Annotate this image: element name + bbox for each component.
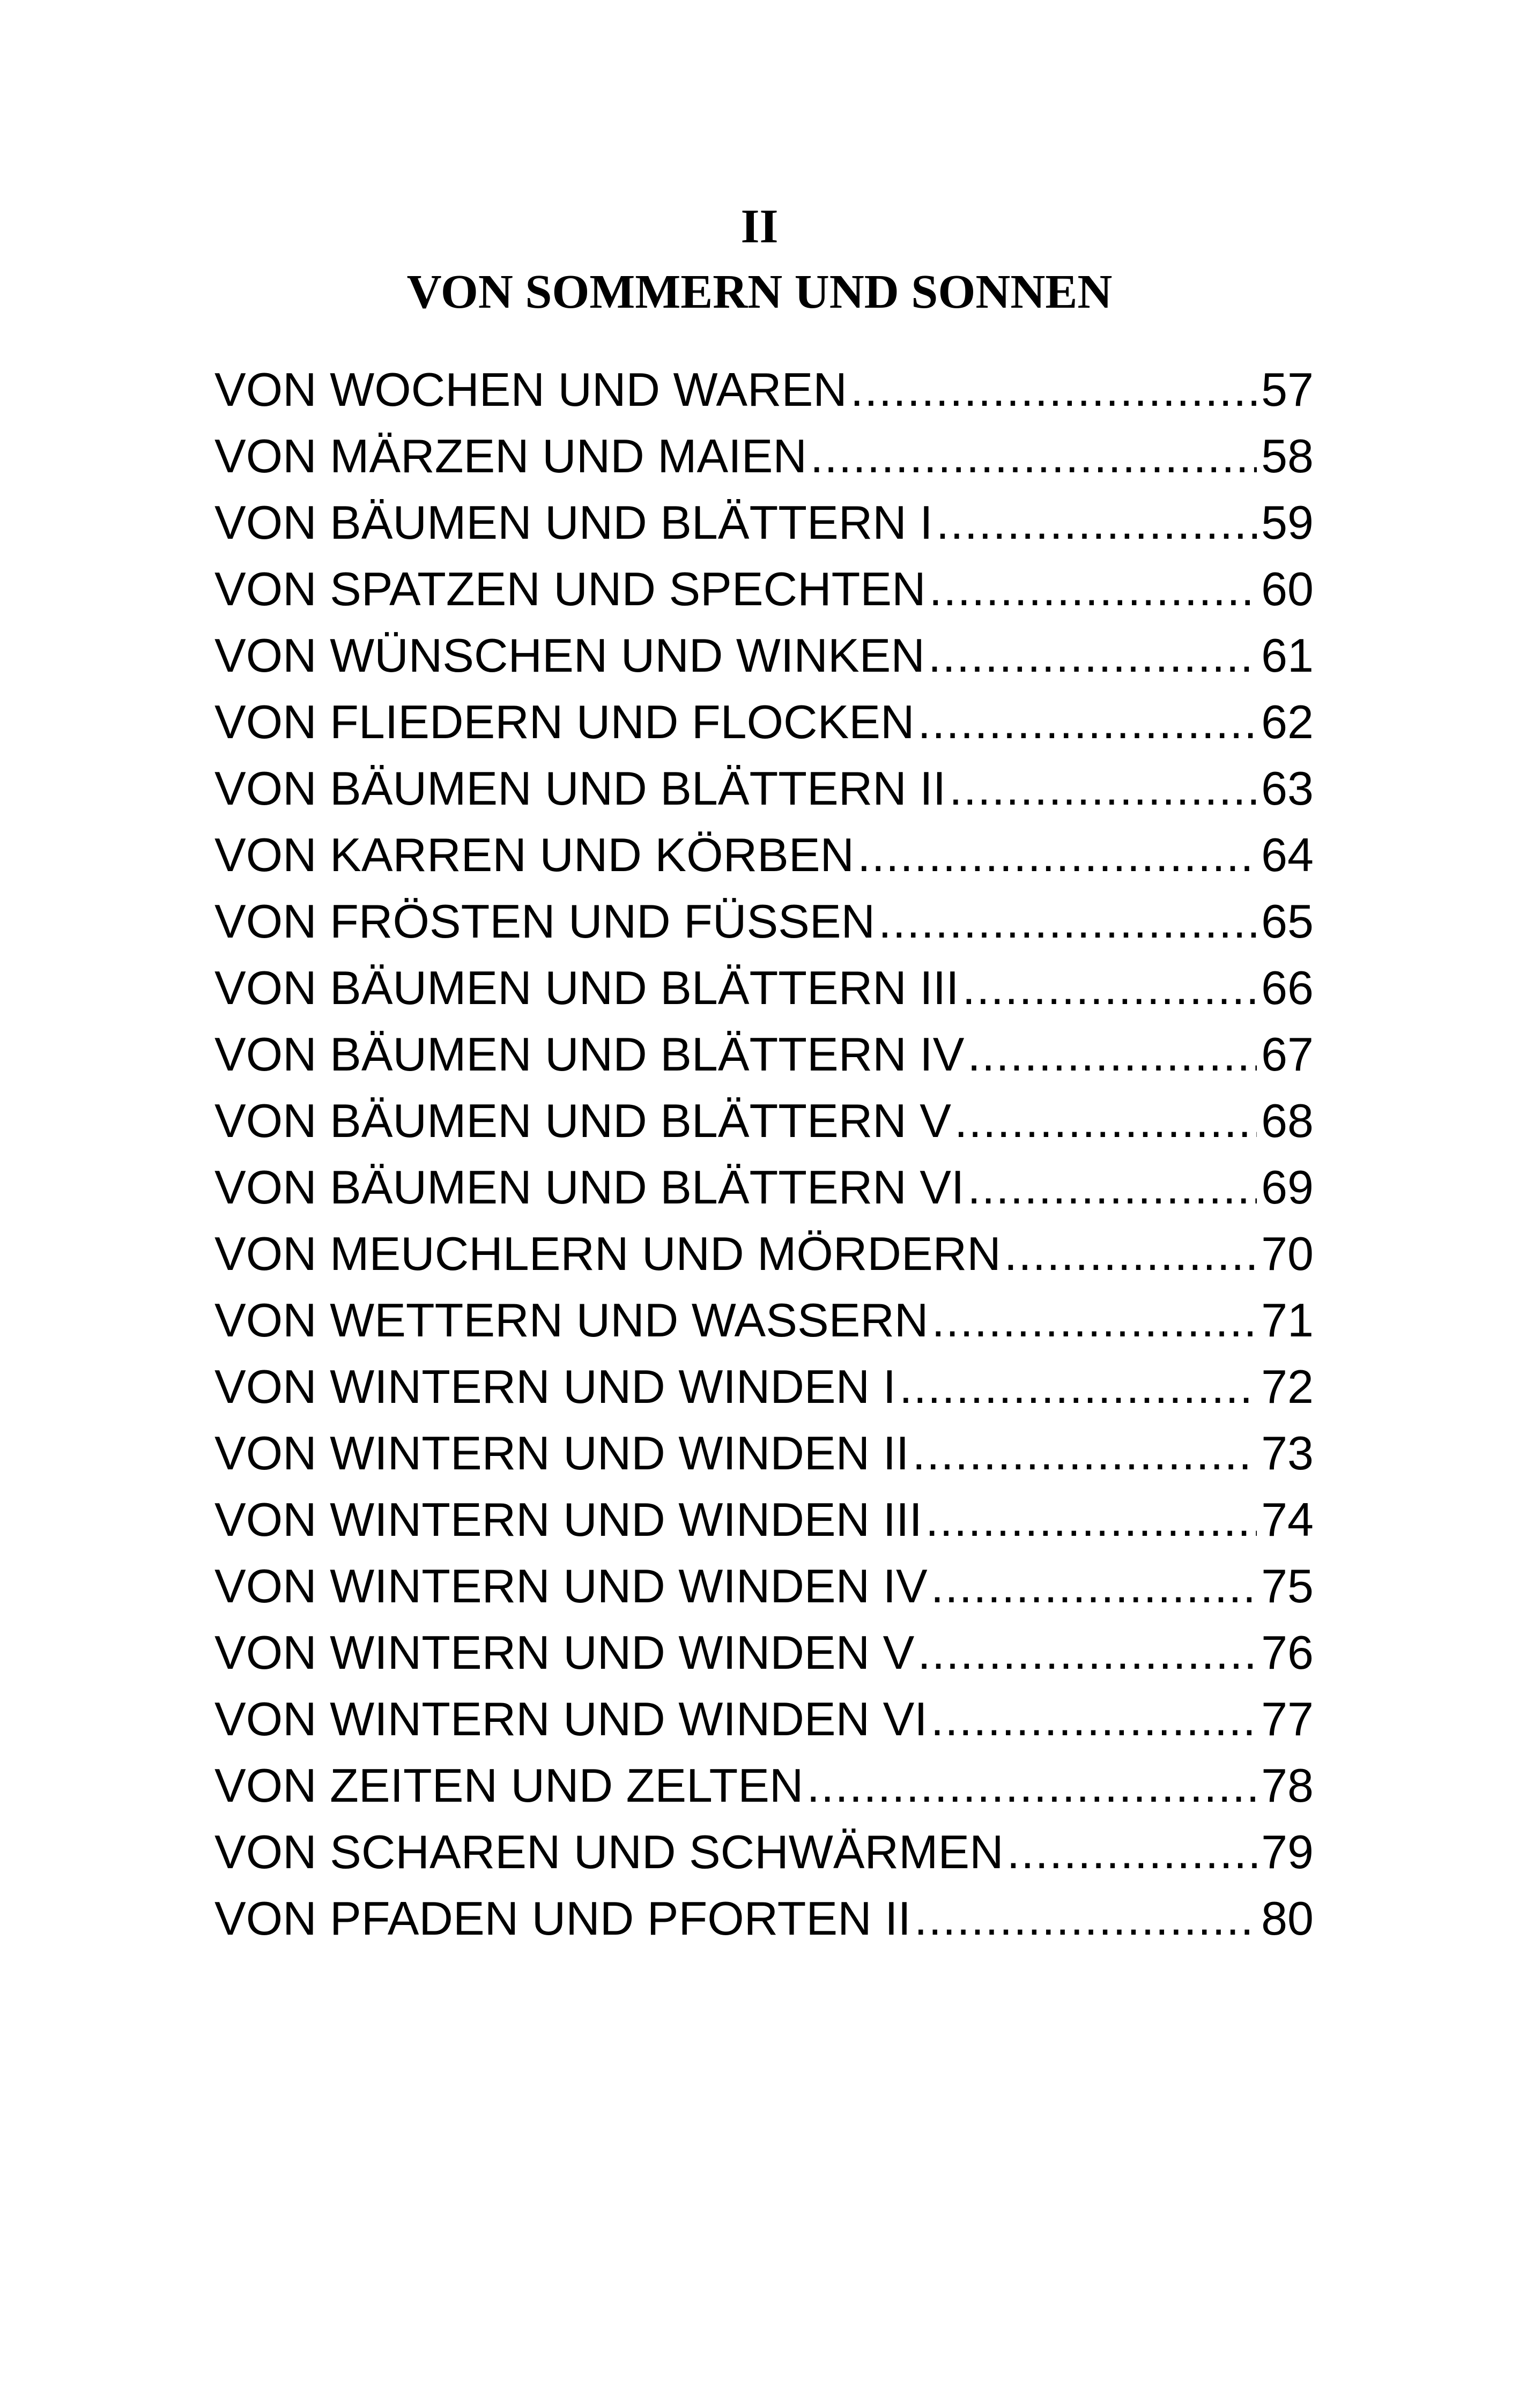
toc-entry-title: VON SCHAREN UND SCHWÄRMEN <box>214 1825 1004 1878</box>
part-title: VON SOMMERN UND SONNEN <box>406 265 1113 318</box>
dot-leader <box>931 1553 1257 1619</box>
dot-leader <box>1007 1819 1257 1885</box>
dot-leader <box>931 1287 1257 1354</box>
toc-entry-page: 63 <box>1261 762 1314 815</box>
toc-entry-page: 60 <box>1261 562 1314 615</box>
dot-leader <box>1004 1221 1257 1287</box>
toc-entry-title: VON BÄUMEN UND BLÄTTERN IV <box>214 1028 965 1081</box>
dot-leader <box>917 1619 1257 1686</box>
toc-entry-page: 67 <box>1261 1028 1314 1081</box>
toc-entry[interactable] <box>214 1885 1314 1952</box>
toc-entry-title: VON BÄUMEN UND BLÄTTERN V <box>214 1094 951 1147</box>
toc-entry-title: VON WOCHEN UND WAREN <box>214 363 847 416</box>
toc-entry-page: 68 <box>1261 1094 1314 1147</box>
dot-leader <box>967 1021 1257 1088</box>
toc-entry-title: VON WINTERN UND WINDEN V <box>214 1626 915 1679</box>
toc-entry-title: VON BÄUMEN UND BLÄTTERN III <box>214 961 959 1014</box>
table-of-contents <box>214 356 1314 1952</box>
toc-entry-title: VON WINTERN UND WINDEN II <box>214 1426 909 1480</box>
toc-entry-title: VON WINTERN UND WINDEN I <box>214 1360 896 1413</box>
dot-leader <box>918 689 1257 755</box>
toc-entry[interactable] <box>214 1819 1314 1885</box>
toc-entry-page: 73 <box>1261 1426 1314 1480</box>
toc-entry[interactable] <box>214 556 1314 622</box>
dot-leader <box>929 556 1257 622</box>
toc-entry-title: VON FLIEDERN UND FLOCKEN <box>214 695 915 748</box>
toc-entry[interactable] <box>214 622 1314 689</box>
dot-leader <box>931 1686 1257 1752</box>
toc-entry-page: 72 <box>1261 1360 1314 1413</box>
toc-entry[interactable] <box>214 1752 1314 1819</box>
toc-entry-title: VON KARREN UND KÖRBEN <box>214 828 855 881</box>
part-number: II <box>740 200 779 253</box>
toc-entry-page: 70 <box>1261 1227 1314 1280</box>
toc-entry-page: 77 <box>1261 1692 1314 1745</box>
dot-leader <box>878 888 1257 955</box>
toc-entry[interactable] <box>214 1354 1314 1420</box>
toc-entry[interactable] <box>214 1686 1314 1752</box>
toc-entry-page: 65 <box>1261 895 1314 948</box>
toc-entry-page: 66 <box>1261 961 1314 1014</box>
toc-entry-title: VON SPATZEN UND SPECHTEN <box>214 562 926 615</box>
toc-entry[interactable] <box>214 1021 1314 1088</box>
toc-entry-page: 71 <box>1261 1294 1314 1347</box>
toc-entry[interactable] <box>214 1221 1314 1287</box>
toc-entry[interactable] <box>214 1088 1314 1154</box>
toc-entry-page: 57 <box>1261 363 1314 416</box>
dot-leader <box>857 822 1257 888</box>
toc-entry[interactable] <box>214 822 1314 888</box>
toc-entry-title: VON WINTERN UND WINDEN III <box>214 1493 922 1546</box>
toc-entry[interactable] <box>214 1287 1314 1354</box>
dot-leader <box>954 1088 1257 1154</box>
dot-leader <box>967 1154 1257 1221</box>
toc-entry-title: VON MÄRZEN UND MAIEN <box>214 429 807 482</box>
toc-entry-title: VON WETTERN UND WASSERN <box>214 1294 929 1347</box>
dot-leader <box>850 356 1257 423</box>
toc-entry-title: VON WINTERN UND WINDEN IV <box>214 1559 928 1612</box>
toc-entry-title: VON WINTERN UND WINDEN VI <box>214 1692 928 1745</box>
toc-entry[interactable] <box>214 1619 1314 1686</box>
toc-entry-page: 75 <box>1261 1559 1314 1612</box>
toc-entry-title: VON FRÖSTEN UND FÜSSEN <box>214 895 876 948</box>
toc-entry-title: VON PFADEN UND PFORTEN II <box>214 1892 911 1945</box>
toc-entry[interactable] <box>214 423 1314 489</box>
toc-entry-page: 76 <box>1261 1626 1314 1679</box>
toc-entry[interactable] <box>214 689 1314 755</box>
toc-entry[interactable] <box>214 888 1314 955</box>
dot-leader <box>928 622 1257 689</box>
dot-leader <box>913 1420 1257 1487</box>
dot-leader <box>899 1354 1257 1420</box>
toc-entry-page: 64 <box>1261 828 1314 881</box>
toc-entry-title: VON BÄUMEN UND BLÄTTERN VI <box>214 1161 965 1214</box>
toc-entry-page: 58 <box>1261 429 1314 482</box>
dot-leader <box>806 1752 1257 1819</box>
toc-entry-page: 80 <box>1261 1892 1314 1945</box>
toc-entry-page: 79 <box>1261 1825 1314 1878</box>
toc-entry[interactable] <box>214 1553 1314 1619</box>
toc-entry-page: 62 <box>1261 695 1314 748</box>
dot-leader <box>925 1487 1257 1553</box>
toc-entry-page: 59 <box>1261 496 1314 549</box>
dot-leader <box>914 1885 1257 1952</box>
toc-entry-title: VON MEUCHLERN UND MÖRDERN <box>214 1227 1001 1280</box>
dot-leader <box>810 423 1257 489</box>
toc-entry-page: 69 <box>1261 1161 1314 1214</box>
toc-entry-title: VON BÄUMEN UND BLÄTTERN II <box>214 762 946 815</box>
toc-entry-title: VON ZEITEN UND ZELTEN <box>214 1759 804 1812</box>
toc-entry-title: VON BÄUMEN UND BLÄTTERN I <box>214 496 933 549</box>
toc-entry-page: 61 <box>1261 629 1314 682</box>
toc-entry[interactable] <box>214 356 1314 423</box>
toc-entry-page: 74 <box>1261 1493 1314 1546</box>
toc-entry-title: VON WÜNSCHEN UND WINKEN <box>214 629 925 682</box>
toc-entry[interactable] <box>214 955 1314 1021</box>
toc-entry[interactable] <box>214 1420 1314 1487</box>
toc-entry[interactable] <box>214 1154 1314 1221</box>
toc-entry[interactable] <box>214 489 1314 556</box>
toc-entry[interactable] <box>214 755 1314 822</box>
dot-leader <box>949 755 1257 822</box>
toc-entry[interactable] <box>214 1487 1314 1553</box>
dot-leader <box>936 489 1257 556</box>
toc-entry-page: 78 <box>1261 1759 1314 1812</box>
dot-leader <box>962 955 1257 1021</box>
